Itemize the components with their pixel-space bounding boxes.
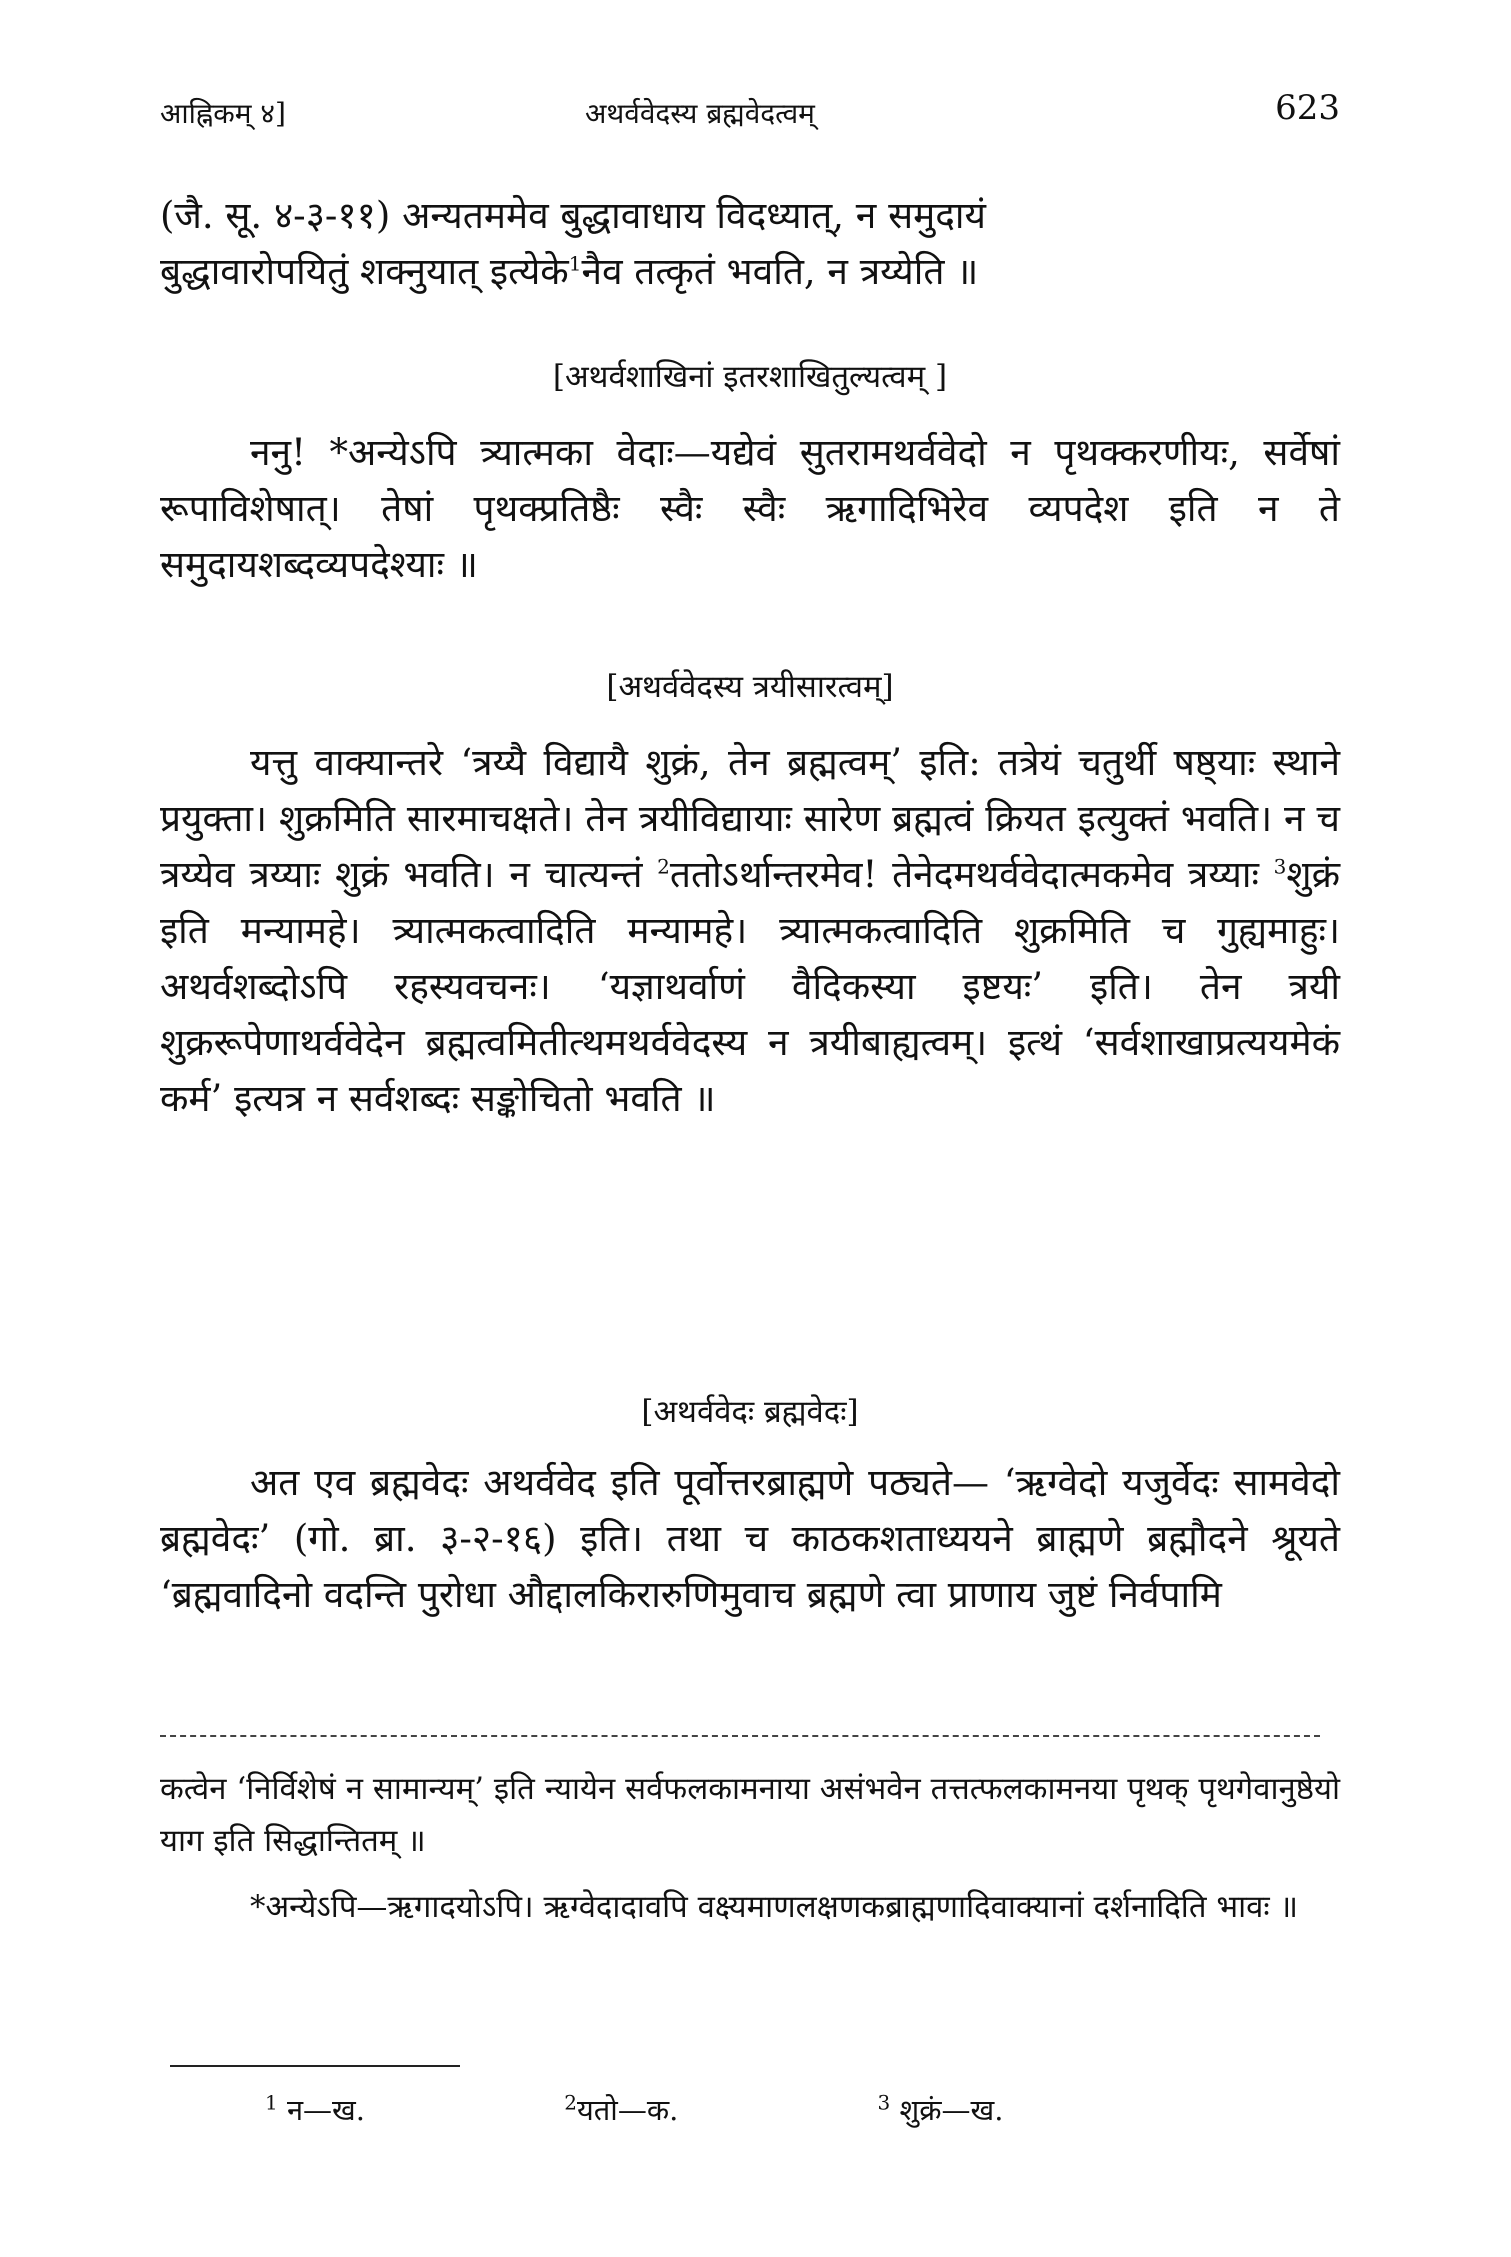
commentary-paragraph-1: कत्वेन ‘निर्विशेषं न सामान्यम्’ इति न्यायेन सर्वफलकामनाया असंभवेन तत्तत्फलकामनया पृथक् पृथगेवानुष्ठेयो याग इति सिद्धान्तितम् ॥ <box>160 1771 1340 1859</box>
footnotes <box>265 2090 1193 2129</box>
section-heading-3: [अथर्ववेदः ब्रह्मवेदः] <box>641 1394 859 1430</box>
running-title: अथर्ववेदस्य ब्रह्मवेदत्वम् <box>585 97 815 130</box>
commentary-divider <box>160 1735 1320 1737</box>
section-2-paragraph: यत्तु वाक्यान्तरे ‘त्रय्यै विद्यायै शुक्रं, तेन ब्रह्मत्वम्’ इति: तत्रेयं चतुर्थी षष्ठ्याः स्थाने प्रयुक्ता। शुक्रमिति सारमाचक्षते। तेन त्रयीविद्यायाः सारेण ब्रह्मत्वं क्रियत इत्युक्तं भवति। न च त्रय्येव त्रय्याः शुक्रं भवति। न चात्यन्तं $^2$ततोऽर्थान्तरमेव! तेनेदमथर्ववेदात्मकमेव त्रय्याः $^3$शुक्रं इति मन्यामहे। त्र्यात्मकत्वादिति मन्यामहे। त्र्यात्मकत्वादिति शुक्रमिति च गुह्यमाहुः। अथर्वशब्दोऽपि रहस्यवचनः। ‘यज्ञाथर्वाणं वैदिकस्या इष्टयः’ इति। तेन त्रयी शुक्ररूपेणाथर्ववेदेन ब्रह्मत्वमितीत्थमथर्ववेदस्य न त्रयीबाह्यत्वम्। इत्थं ‘सर्वशाखाप्रत्ययमेकं कर्म’ इत्यत्र न सर्वशब्दः सङ्कोचितो भवति ॥ <box>160 741 1340 1120</box>
section-1-paragraph: ननु! *अन्येऽपि त्र्यात्मका वेदाः—यद्येवं सुतरामथर्ववेदो न पृथक्करणीयः, सर्वेषां रूपाविशेषात्। तेषां पृथक्प्रतिष्ठैः स्वैः स्वैः ऋगादिभिरेव व्यपदेश इति न ते समुदायशब्दव्यपदेश्याः ॥ <box>160 431 1340 586</box>
section-heading-1: [अथर्वशाखिनां इतरशाखितुल्यत्वम् ] <box>552 359 948 395</box>
section-3-body <box>160 1455 1340 1623</box>
commentary <box>160 1763 1340 1933</box>
section-1-body <box>160 425 1340 593</box>
footnote-1: $^1$ न—ख. <box>265 2090 365 2127</box>
footnote-3: $^3$ शुक्रं—ख. <box>877 2090 1004 2127</box>
page-number: 623 <box>1275 88 1340 128</box>
commentary-paragraph-2: *अन्येऽपि—ऋगादयोऽपि। ऋग्वेदादावपि वक्ष्यमाणलक्षणकब्राह्मणादिवाक्यानां दर्शनादिति भावः ॥ <box>250 1889 1299 1925</box>
running-header <box>160 88 1340 138</box>
intro-paragraph <box>160 188 1340 300</box>
footnote-mark: 3 <box>1273 854 1287 879</box>
intro-line-1: (जै. सू. ४-३-११) अन्यतममेव बुद्धावाधाय विदध्यात्, न समुदायं <box>160 194 986 237</box>
chapter-label: आह्निकम् ४] <box>160 97 286 130</box>
section-heading-2: [अथर्ववेदस्य त्रयीसारत्वम्] <box>606 669 894 705</box>
footnote-mark: 1 <box>568 251 582 276</box>
section-2-body <box>160 735 1340 1127</box>
footnote-mark: 2 <box>657 854 670 879</box>
intro-line-2: बुद्धावारोपयितुं शक्नुयात् इत्येके$^1$नैव तत्कृतं भवति, न त्रय्येति ॥ <box>160 250 979 293</box>
footnote-divider <box>170 2065 460 2067</box>
footnote-2: $^2$यतो—क. <box>564 2090 679 2127</box>
section-3-paragraph: अत एव ब्रह्मवेदः अथर्ववेद इति पूर्वोत्तरब्राह्मणे पठ्यते— ‘ऋग्वेदो यजुर्वेदः सामवेदो ब्रह्मवेदः’ (गो. ब्रा. ३-२-१६) इति। तथा च काठकशताध्ययने ब्राह्मणे ब्रह्मौदने श्रूयते ‘ब्रह्मवादिनो वदन्ति पुरोधा औद्दालकिरारुणिमुवाच ब्रह्मणे त्वा प्राणाय जुष्टं निर्वपामि <box>160 1461 1340 1616</box>
